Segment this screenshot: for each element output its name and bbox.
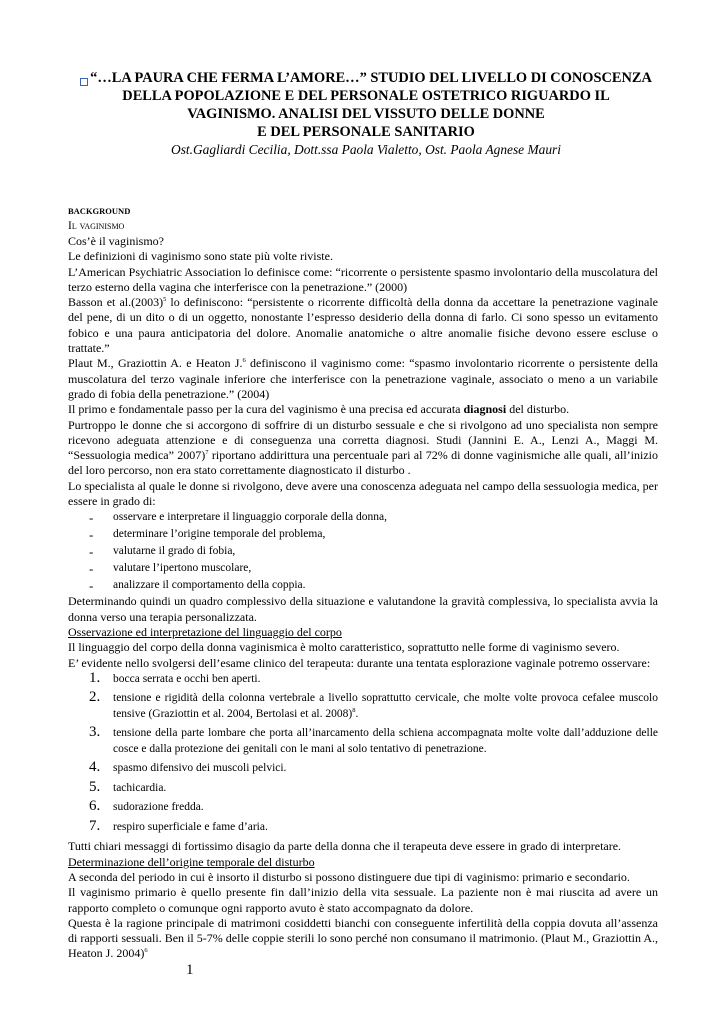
paragraph-basson: Basson et $al.(2003)^5$ lo definiscono: “persistente o ricorrente difficoltà della donna da accettare la penetrazione vaginale del pene, di un dito o di un oggetto, nonostante l’espresso desiderio della donna di farlo. Ci sono spesso un evitamento fobico e una paura anticipatoria del dolore. Anomalie anatomiche o altre anomalie fisiche devono essere escluse o trattate.” (68, 295, 659, 356)
paragraph-primary: Il vaginismo primario è quello presente fin dall’inizio della vita sessuale. La paziente non è mai riuscita ad avere un rapporto completo o comunque ogni rapporto avuto è stato accompagnato da dolore. (68, 885, 658, 915)
paragraph-body-language: Il linguaggio del corpo della donna vaginismica è molto caratteristico, soprattutto nelle forme di vaginismo severo. (68, 640, 620, 655)
paragraph-exam: E’ evidente nello svolgersi dell’esame clinico del terapeuta: durante una tentata esplorazione vaginale potremo osservare: (68, 655, 651, 670)
dash-marker: - (89, 527, 94, 543)
list-item: 2. tensione e rigidità della colonna vertebrale a livello soprattutto cervicale, che molte volte provoca cefalee muscolo tensive (Graziottin et al. 2004, Bertolasi et al. 2008)$^8$. (89, 689, 658, 720)
paragraph-types: A seconda del periodo in cui è insorto il disturbo si possono distinguere due tipi di vaginismo: primario e secondario. (68, 869, 630, 884)
bullet-list (68, 509, 658, 594)
title-line-1: “…LA PAURA CHE FERMA L’AMORE…” STUDIO DEL LIVELLO DI CONOSCENZA (68, 69, 664, 87)
list-item: - analizzare il comportamento della coppia. (89, 578, 306, 594)
question-paragraph: Cos’è il vaginismo? (68, 234, 164, 248)
page-number: 1 (186, 962, 194, 978)
paragraph-definitions: Le definizioni di vaginismo sono state più volte riviste. (68, 249, 333, 264)
dash-marker: - (89, 544, 94, 560)
title-line-2: DELLA POPOLAZIONE E DEL PERSONALE OSTETRICO RIGUARDO IL (122, 88, 610, 104)
list-item: - valutarne il grado di fobia, (89, 544, 236, 560)
list-item: 5. tachicardia. (89, 778, 167, 795)
title-block (68, 69, 664, 159)
list-item: 6. sudorazione fredda. (89, 798, 204, 815)
list-item: - valutare l’ipertono muscolare, (89, 561, 252, 577)
authors: Ost.Gagliardi Cecilia, Dott.ssa Paola Vialetto, Ost. Paola Agnese Mauri (171, 142, 561, 157)
title-line-4: E DEL PERSONALE SANITARIO (257, 124, 475, 140)
list-item: 1. bocca serrata e occhi ben aperti. (89, 669, 261, 686)
paragraph-studies: Purtroppo le donne che si accorgono di soffrire di un disturbo sessuale e che si rivolgono ad uno specialista non sempre ricevono adeguata attenzione e di conseguenza una corretta diagnosi. Studi (Jannini E. A., Lenzi A., Maggi M. “Sessuologia medica” 2007)$^7$ riportano addirittura una percentuale pari al 72% di donne vaginismiche alle quali, all’inizio del loro percorso, non era stato correttamente diagnosticato il disturbo . (68, 417, 658, 478)
body-text (68, 201, 658, 962)
list-item: - osservare e interpretare il linguaggio corporale della donna, (89, 510, 387, 526)
paragraph-apa: L’American Psychiatric Association lo definisce come: “ricorrente o persistente spasmo involontario della muscolatura del terzo esterno della vagina che interferisce con la penetrazione.” (2000) (68, 264, 658, 294)
paragraph-plaut: Plaut M., Graziottin A. e Heaton J.$^6$ definiscono il vaginismo come: “spasmo involontario ricorrente o persistente della muscolatura del terzo vaginale inferiore che interferisce con la penetrazione vaginale, associato o meno a un variabile grado di fobia della penetrazione.” (2004) (68, 356, 658, 401)
section-heading: BACKGROUND (68, 206, 131, 216)
heading-observation: Osservazione ed interpretazione del linguaggio del corpo (68, 624, 342, 639)
dash-marker: - (89, 578, 94, 594)
subsection-heading: Il vaginismo (68, 220, 125, 232)
dash-marker: - (89, 561, 94, 577)
paragraph-overview: Determinando quindi un quadro complessivo della situazione e valutandone la gravità complessiva, lo specialista avvia la donna verso una terapia personalizzata. (68, 594, 658, 624)
paragraph-messages: Tutti chiari messaggi di fortissimo disagio da parte della donna che il terapeuta deve essere in grado di interpretare. (68, 839, 622, 854)
title-line-3: VAGINISMO. ANALISI DEL VISSUTO DELLE DONNE (187, 106, 545, 122)
paragraph-diagnosis: Il primo e fondamentale passo per la cura del vaginismo è una precisa ed accurata diagnosi del disturbo. (68, 402, 570, 417)
anchor-marker-icon (80, 78, 88, 86)
numbered-list (68, 669, 658, 836)
dash-marker: - (89, 510, 94, 526)
paragraph-marriages: Questa è la ragione principale di matrimoni cosiddetti bianchi con conseguente infertilità della coppia dovuta all’assenza di rapporti sessuali. Ben il 5-7% delle coppie sterili lo sono perché non consumano il matrimonio. (Plaut M., Graziottin A., Heaton J. 2004)$^6$ (68, 915, 658, 961)
paragraph-specialist: Lo specialista al quale le donne si rivolgono, deve avere una conoscenza adeguata nel campo della sessuologia medica, per essere in grado di: (68, 478, 658, 509)
list-item: 7. respiro superficiale e fame d’aria. (89, 817, 268, 834)
list-item: - determinare l’origine temporale del problema, (89, 527, 326, 543)
list-item: 4. spasmo difensivo dei muscoli pelvici. (89, 759, 287, 776)
list-item: 3. tensione della parte lombare che porta all’inarcamento della schiena accompagnata molte volte dall’adduzione delle cosce e dalla protezione dei genitali con le mani al solo tentativo di penetrazione. (89, 724, 658, 755)
heading-origin: Determinazione dell’origine temporale del disturbo (68, 854, 315, 869)
